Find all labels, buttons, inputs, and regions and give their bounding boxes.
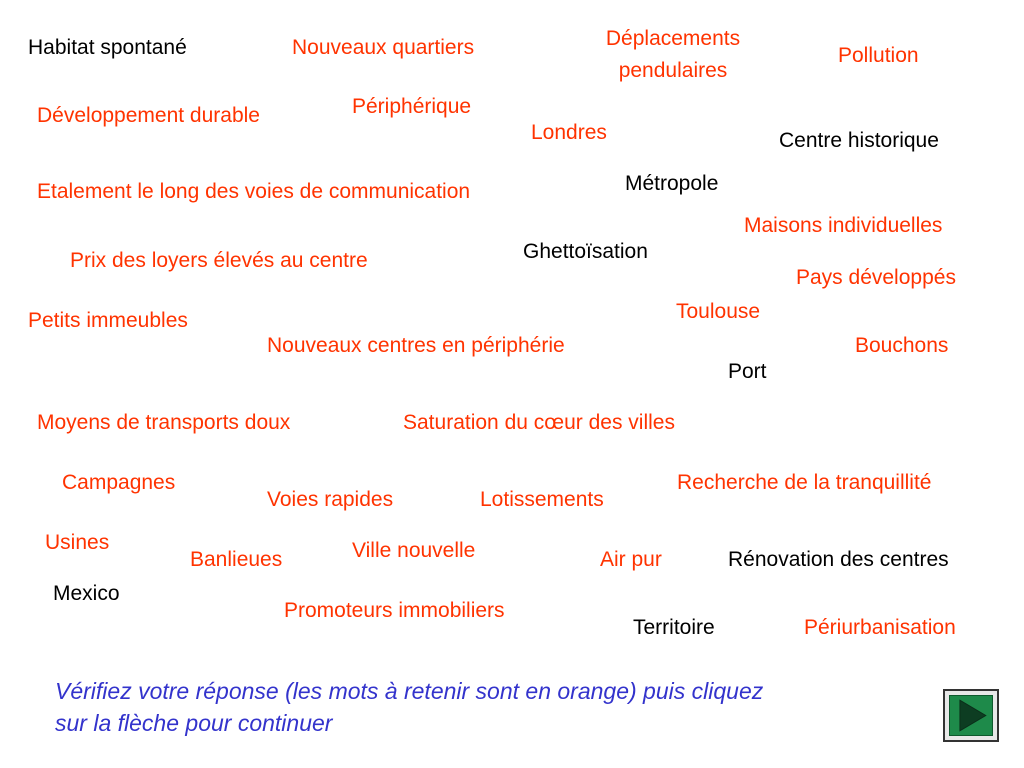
word-promoteurs-immobiliers: Promoteurs immobiliers: [284, 599, 505, 622]
word-line: pendulaires: [618, 59, 728, 82]
word-petits-immeubles: Petits immeubles: [28, 309, 188, 332]
word-usines: Usines: [45, 531, 110, 554]
word-ville-nouvelle: Ville nouvelle: [352, 539, 476, 562]
word-mexico: Mexico: [53, 582, 120, 605]
word-toulouse: Toulouse: [676, 300, 761, 323]
word-air-pur: Air pur: [600, 548, 662, 571]
word-renovation-centres: Rénovation des centres: [728, 548, 949, 571]
word-nouveaux-quartiers: Nouveaux quartiers: [292, 36, 475, 59]
word-pollution: Pollution: [838, 44, 919, 67]
word-londres: Londres: [531, 121, 607, 144]
word-developpement-durable: Développement durable: [37, 104, 260, 127]
word-metropole: Métropole: [625, 172, 719, 195]
word-centre-historique: Centre historique: [779, 129, 939, 152]
word-prix-loyers: Prix des loyers élevés au centre: [70, 249, 368, 272]
word-saturation: Saturation du cœur des villes: [403, 411, 675, 434]
word-habitat-spontane: Habitat spontané: [28, 36, 187, 59]
word-periurbanisation: Périurbanisation: [804, 616, 956, 639]
instruction-line: Vérifiez votre réponse (les mots à retenir sont en orange) puis cliquez: [55, 678, 764, 704]
word-peripherique: Périphérique: [352, 95, 472, 118]
word-line: Déplacements: [605, 27, 741, 50]
instruction-line: sur la flèche pour continuer: [55, 710, 333, 736]
word-lotissements: Lotissements: [480, 488, 604, 511]
play-arrow-icon[interactable]: [945, 691, 997, 740]
word-bouchons: Bouchons: [855, 334, 949, 357]
word-nouveaux-centres: Nouveaux centres en périphérie: [267, 334, 565, 357]
instruction-text: [55, 675, 955, 739]
word-ghettoisation: Ghettoïsation: [523, 240, 648, 263]
word-banlieues: Banlieues: [190, 548, 283, 571]
word-pays-developpes: Pays développés: [796, 266, 956, 289]
next-button[interactable]: [943, 689, 999, 742]
word-deplacements-pendulaires: [592, 27, 754, 83]
word-etalement: Etalement le long des voies de communication: [37, 180, 471, 203]
word-recherche-tranquillite: Recherche de la tranquillité: [677, 471, 932, 494]
word-port: Port: [728, 360, 767, 383]
word-territoire: Territoire: [633, 616, 715, 639]
word-campagnes: Campagnes: [62, 471, 176, 494]
word-maisons-individuelles: Maisons individuelles: [744, 214, 943, 237]
word-moyens-transports: Moyens de transports doux: [37, 411, 291, 434]
word-voies-rapides: Voies rapides: [267, 488, 394, 511]
